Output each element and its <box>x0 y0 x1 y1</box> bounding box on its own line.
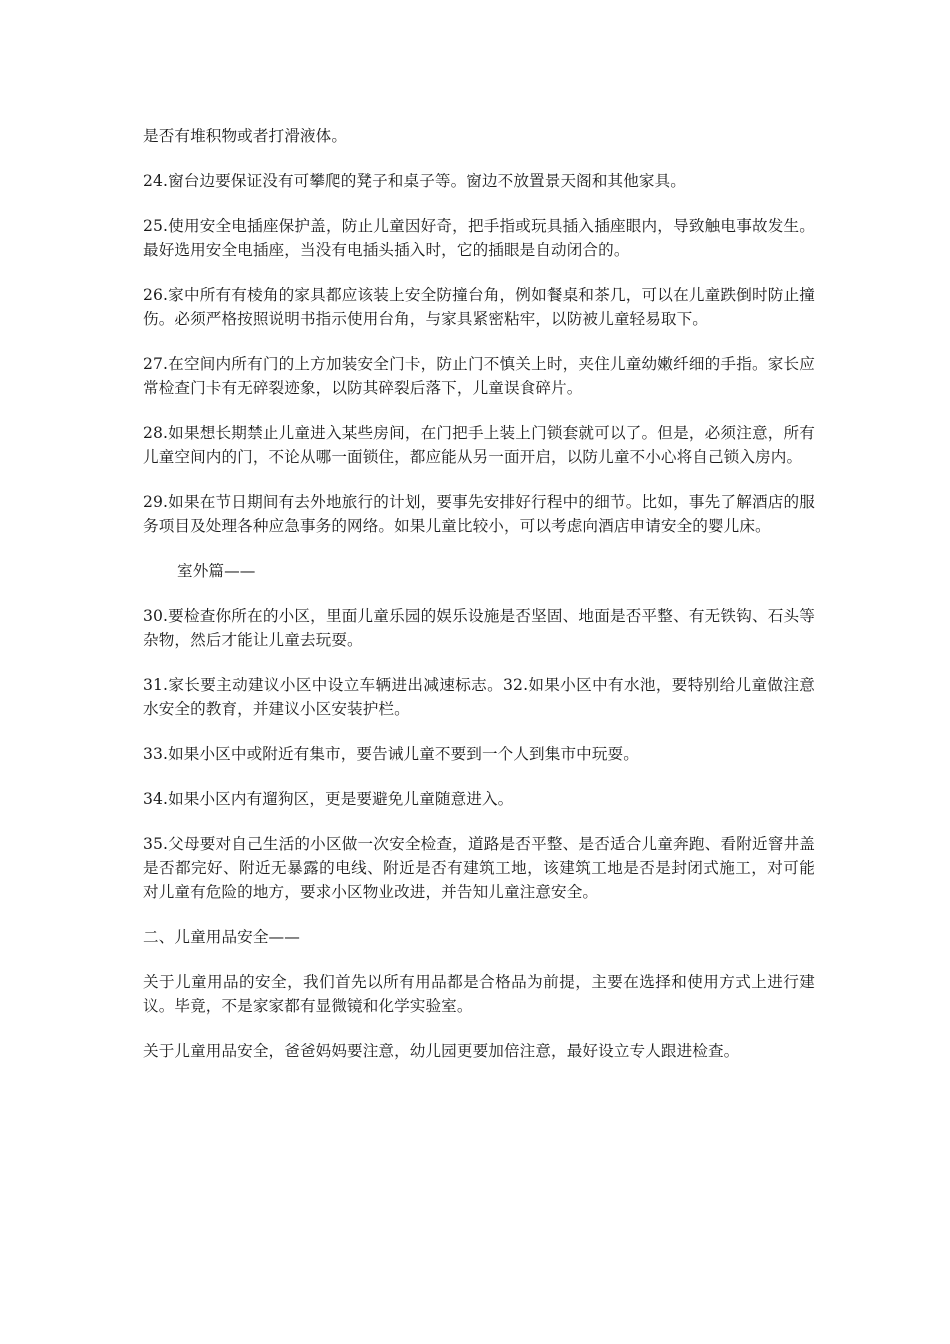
paragraph-item-33: 33.如果小区中或附近有集市，要告诫儿童不要到一个人到集市中玩耍。 <box>143 745 639 763</box>
document-page <box>143 124 815 1084</box>
paragraph-item-28: 28.如果想长期禁止儿童进入某些房间，在门把手上装上门锁套就可以了。但是，必须注意，所有儿童空间内的门，不论从哪一面锁住，都应能从另一面开启，以防儿童不小心将自己锁入房内。 <box>143 424 815 466</box>
paragraph-continuation: 是否有堆积物或者打滑液体。 <box>143 127 348 145</box>
paragraph-item-35: 35.父母要对自己生活的小区做一次安全检查，道路是否平整、是否适合儿童奔跑、看附近窨井盖是否都完好、附近无暴露的电线、附近是否有建筑工地，该建筑工地是否是封闭式施工，对可能对儿童有危险的地方，要求小区物业改进，并告知儿童注意安全。 <box>143 835 815 901</box>
paragraph-item-31-32: 31.家长要主动建议小区中设立车辆进出减速标志。32.如果小区中有水池，要特别给儿童做注意水安全的教育，并建议小区安装护栏。 <box>143 676 815 718</box>
paragraph-item-25: 25.使用安全电插座保护盖，防止儿童因好奇，把手指或玩具插入插座眼内，导致触电事故发生。最好选用安全电插座，当没有电插头插入时，它的插眼是自动闭合的。 <box>143 217 815 259</box>
paragraph-item-29: 29.如果在节日期间有去外地旅行的计划，要事先安排好行程中的细节。比如，事先了解酒店的服务项目及处理各种应急事务的网络。如果儿童比较小，可以考虑向酒店申请安全的婴儿床。 <box>143 493 815 535</box>
paragraph-item-30: 30.要检查你所在的小区，里面儿童乐园的娱乐设施是否坚固、地面是否平整、有无铁钩、石头等杂物，然后才能让儿童去玩耍。 <box>143 607 815 649</box>
paragraph-item-34: 34.如果小区内有遛狗区，更是要避免儿童随意进入。 <box>143 790 514 808</box>
paragraph-products-intro: 关于儿童用品的安全，我们首先以所有用品都是合格品为前提，主要在选择和使用方式上进行建议。毕竟，不是家家都有显微镜和化学实验室。 <box>143 973 815 1015</box>
paragraph-item-27: 27.在空间内所有门的上方加装安全门卡，防止门不慎关上时，夹住儿童幼嫩纤细的手指。家长应常检查门卡有无碎裂迹象，以防其碎裂后落下，儿童误食碎片。 <box>143 355 815 397</box>
section-heading-products: 二、儿童用品安全—— <box>143 928 300 946</box>
paragraph-item-24: 24.窗台边要保证没有可攀爬的凳子和桌子等。窗边不放置景天阁和其他家具。 <box>143 172 686 190</box>
section-heading-outdoor: 室外篇—— <box>177 562 256 580</box>
paragraph-item-26: 26.家中所有有棱角的家具都应该装上安全防撞台角，例如餐桌和茶几，可以在儿童跌倒时防止撞伤。必须严格按照说明书指示使用台角，与家具紧密粘牢，以防被儿童轻易取下。 <box>143 286 815 328</box>
paragraph-products-note: 关于儿童用品安全，爸爸妈妈要注意，幼儿园更要加倍注意，最好设立专人跟进检查。 <box>143 1042 740 1060</box>
